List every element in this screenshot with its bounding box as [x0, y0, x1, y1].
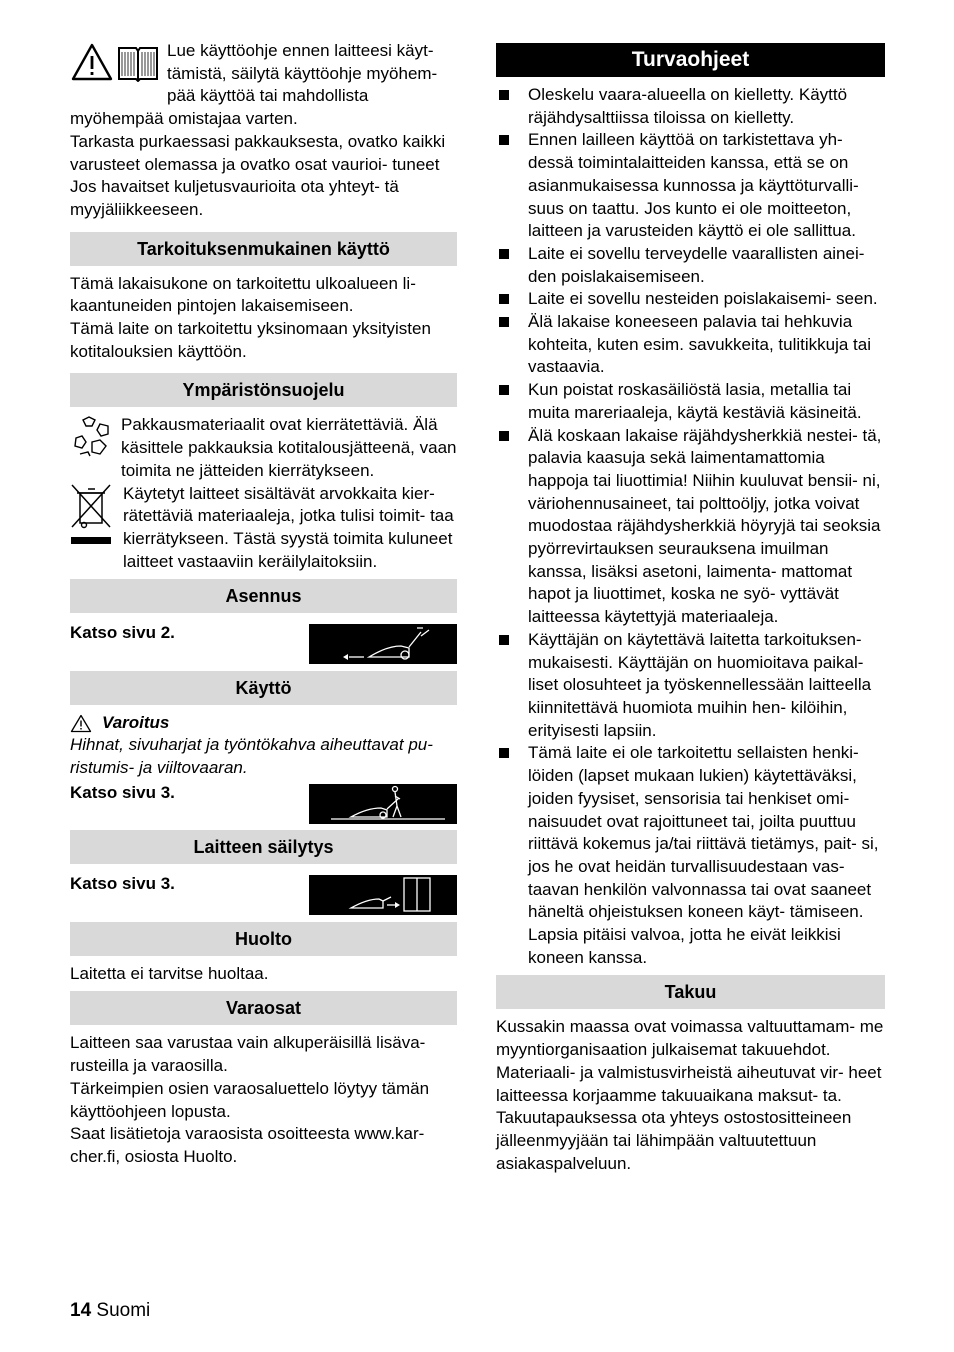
sweeper-installation-illustration — [309, 624, 457, 664]
operation-section — [70, 712, 457, 823]
list-item: Ennen lailleen käyttöä on tarkistettava yh- dessä toimintalaitteiden kanssa, että se on asianmukaisessa kunnossa ja käyttöturvalli- suus on taattu. Jos kunto ei ole moitteeton, laitteen ja varusteiden käyttö ei ole sallittua. — [496, 129, 885, 243]
section-heading-spare-parts: Varaosat — [70, 991, 457, 1025]
section-heading-installation: Asennus — [70, 579, 457, 613]
list-item: Kun poistat roskasäiliöstä lasia, metallia tai muita mareriaaleja, käytä kestäviä käsineitä. — [496, 379, 885, 424]
section-heading-warranty: Takuu — [496, 975, 885, 1009]
storage-ref-row — [70, 875, 457, 915]
list-item: Laite ei sovellu terveydelle vaarallisten ainei- den poislakaisemiseen. — [496, 243, 885, 288]
sweeper-storage-illustration — [309, 875, 457, 915]
warranty-text: Kussakin maassa ovat voimassa valtuuttamam- me myyntiorganisaation julkaisemat takuuehdot. Materiaali- ja valmistusvirheistä aiheutuvat vir- heet laitteessa korjaamme takuuaikana maksut- ta. Takuutapauksessa ota yhteys ostostositteineen jälleenmyyjään tai lähimpään valtuutettuun asiakaspalveluun. — [496, 1017, 884, 1173]
section-heading-maintenance: Huolto — [70, 922, 457, 956]
section-heading-operation: Käyttö — [70, 671, 457, 705]
recycling-icon — [70, 414, 114, 463]
list-item: Käyttäjän on käytettävä laitetta tarkoituksen- mukaisesti. Käyttäjän on huomioitava paikal- liset olosuhteet ja työskennellessään laitteella kiinnitettävä huomiota muihin hen- kilöihin, erityisesti lapsiin. — [496, 629, 885, 743]
page-footer — [70, 1300, 150, 1322]
weee-paragraph: Käytetyt laitteet sisältävät arvokkaita kier- rätettäviä materiaaleja, jotka tulisi toimit- taa kierrätykseen. Tästä syystä toimita kuluneet laitteet vastaaviin keräilylaitoksiin. — [123, 483, 454, 571]
section-heading-environment: Ympäristönsuojelu — [70, 373, 457, 407]
page-number: 14 — [70, 1300, 92, 1321]
intended-use-paragraph: Tämä lakaisukone on tarkoitettu ulkoalueen li- kaantuneiden pintojen lakaisemiseen. — [70, 273, 416, 316]
environment-paragraph: Pakkausmateriaalit ovat kierrätettäviä. Älä käsittele pakkauksia kotitalousjätteenä, vaan toimita ne jätteiden kierrätykseen. — [121, 415, 457, 480]
list-item: Älä lakaise koneeseen palavia tai hehkuvia kohteita, kuten esim. savukkeita, tulitikkuja tai vastaavia. — [496, 311, 885, 379]
safety-list — [496, 84, 885, 969]
warning-title: Varoitus — [102, 713, 170, 733]
section-heading-intended-use: Tarkoituksenmukainen käyttö — [70, 232, 457, 266]
installation-ref-row — [70, 624, 457, 664]
spare-parts-paragraph: Laitteen saa varustaa vain alkuperäisillä lisäva- rusteilla ja varaosilla. — [70, 1033, 426, 1076]
weee-section — [70, 483, 457, 574]
intro-paragraph: Lue käyttöohje ennen laitteesi käyt- tämistä, säilytä käyttöohje myöhem- pää käyttöä tai mahdollista myöhempää omistajaa varten. — [70, 41, 438, 129]
warning-title-row — [70, 712, 457, 734]
spare-parts-section — [70, 1032, 457, 1168]
warning-text: Hihnat, sivuharjat ja työntökahva aiheuttavat pu- ristumis- ja viiltovaaran. — [70, 735, 433, 778]
list-item: Laite ei sovellu nesteiden poislakaisemi- seen. — [496, 288, 885, 311]
storage-page-ref: Katso sivu 3. — [70, 873, 175, 893]
installation-page-ref: Katso sivu 2. — [70, 623, 175, 643]
right-column — [496, 40, 885, 1175]
list-item: Älä koskaan lakaise räjähdysherkkiä nestei- tä, palavia kaasuja sekä laimentamattomia happoja tai liuottimia! Niihin kuuluvat bensii- ni, väriohennusaineet, tai polttoöljy, jotka voivat muodostaa räjähdysherkkiä höyryjä tai seoksia pyörrevirtauksen seurauksena imuilman kanssa, lisäksi asetoni, laimenta- mattomat hapot ja liuottimet, koska ne syö- vyttävät laitteessa käytettyjä materiaaleja. — [496, 425, 885, 629]
crossed-bin-icon — [70, 483, 114, 554]
intro-section — [70, 40, 457, 222]
footer-language: Suomi — [96, 1300, 151, 1321]
section-heading-safety: Turvaohjeet — [496, 43, 885, 77]
spare-parts-paragraph-3: Saat lisätietoja varaosista osoitteesta www.kar- cher.fi, osiosta Huolto. — [70, 1124, 425, 1166]
intended-use-paragraph-2: Tämä laite on tarkoitettu yksinomaan yksityisten kotitalouksien käyttöön. — [70, 319, 431, 361]
section-heading-storage: Laitteen säilytys — [70, 830, 457, 864]
sweeper-operation-illustration — [309, 784, 457, 824]
warning-manual-icon — [70, 40, 160, 87]
environment-section — [70, 414, 457, 482]
maintenance-text: Laitetta ei tarvitse huoltaa. — [70, 963, 269, 983]
intro-paragraph-2: Tarkasta purkaessasi pakkauksesta, ovatko kaikki varusteet olemassa ja ovatko osat vaurioi- tuneet Jos havaitset kuljetusvaurioita ota yhteyt- tä myyjäliikkeeseen. — [70, 131, 446, 219]
list-item: Oleskelu vaara-alueella on kielletty. Käyttö räjähdysalttiissa tiloissa on kielletty. — [496, 84, 885, 129]
operation-ref-row — [70, 784, 457, 824]
spare-parts-paragraph-2: Tärkeimpien osien varaosaluettelo löytyy tämän käyttöohjeen lopusta. — [70, 1078, 430, 1121]
left-column — [70, 40, 457, 1169]
operation-page-ref: Katso sivu 3. — [70, 782, 175, 802]
warning-icon — [70, 714, 92, 733]
list-item: Tämä laite ei ole tarkoitettu sellaisten henki- löiden (lapset mukaan lukien) käytettäväksi, joiden fyysiset, sensorisia tai henkiset omi- naisuudet ovat rajoittuneet tai, joilta puuttuu riittävä kokemus ja/tai riittävä tietämys, pait- si, jos he ovat heidän turvallisuudestaan vas- taavan henkilön valvonnassa tai ovat saaneet häneltä ohjeistuksen koneen käyt- tämiseen. Lapsia pitäisi valvoa, jotta he eivät leikkisi koneen kanssa. — [496, 742, 885, 969]
intended-use-section — [70, 273, 457, 364]
